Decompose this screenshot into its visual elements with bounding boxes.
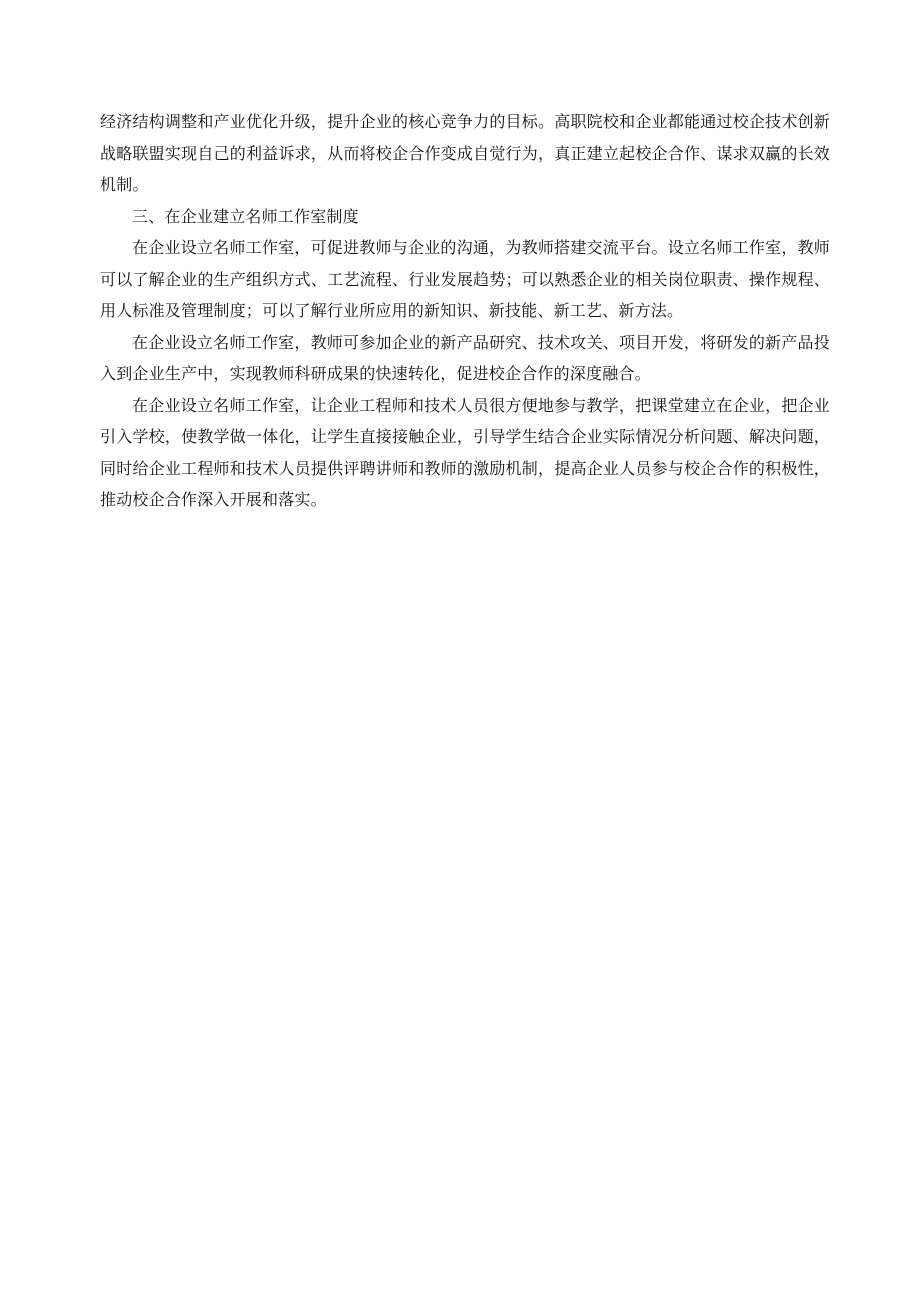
body-paragraph-2: 在企业设立名师工作室，教师可参加企业的新产品研究、技术攻关、项目开发，将研发的新产品投入到企业生产中，实现教师科研成果的快速转化，促进校企合作的深度融合。 [100,332,830,383]
body-paragraph-1: 在企业设立名师工作室，可促进教师与企业的沟通，为教师搭建交流平台。设立名师工作室，教师可以了解企业的生产组织方式、工艺流程、行业发展趋势；可以熟悉企业的相关岗位职责、操作规程、用人标准及管理制度；可以了解行业所应用的新知识、新技能、新工艺、新方法。 [100,238,830,320]
document-body [100,106,830,516]
body-paragraph-3: 在企业设立名师工作室，让企业工程师和技术人员很方便地参与教学，把课堂建立在企业，把企业引入学校，使教学做一体化，让学生直接接触企业，引导学生结合企业实际情况分析问题、解决问题，同时给企业工程师和技术人员提供评聘讲师和教师的激励机制，提高企业人员参与校企合作的积极性，推动校企合作深入开展和落实。 [100,395,830,509]
section-heading: 三、在企业建立名师工作室制度 [132,206,359,226]
continuation-paragraph: 经济结构调整和产业优化升级，提升企业的核心竞争力的目标。高职院校和企业都能通过校企技术创新战略联盟实现自己的利益诉求，从而将校企合作变成自觉行为，真正建立起校企合作、谋求双赢的长效机制。 [100,112,830,194]
